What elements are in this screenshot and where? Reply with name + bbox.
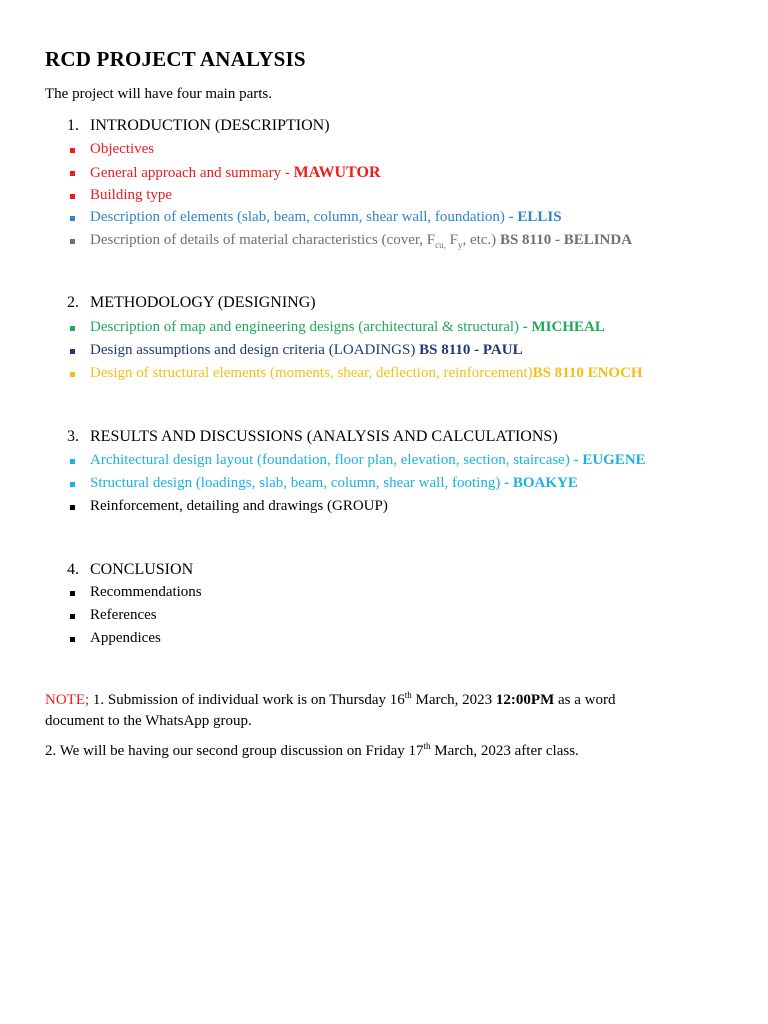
document-title: RCD PROJECT ANALYSIS: [45, 47, 306, 71]
bullet-square-icon: [70, 591, 75, 596]
section-1-heading: [67, 117, 330, 135]
bullet-square-icon: [70, 171, 75, 176]
note-text: 1. Submission of individual work is on Thursday 16: [89, 692, 405, 708]
section-title: RESULTS AND DISCUSSIONS (ANALYSIS AND CALCULATIONS): [90, 428, 558, 445]
list-item-text: , etc.): [462, 232, 500, 248]
intro-text: The project will have four main parts.: [45, 86, 273, 102]
note-line-1-continued: document to the WhatsApp group.: [45, 713, 252, 729]
bullet-square-icon: [70, 614, 75, 619]
list-item-text: Recommendations: [90, 584, 202, 600]
list-item-text: F: [445, 232, 458, 248]
section-title: CONCLUSION: [90, 561, 194, 578]
note-text: as a word: [554, 692, 616, 708]
section-number: 3.: [67, 428, 79, 445]
list-item-text: Description of details of material characteristics (cover, F: [90, 232, 436, 248]
list-item-text: References: [90, 607, 157, 623]
section-2-heading: [67, 294, 316, 312]
bullet-square-icon: [70, 372, 75, 377]
note-text: 2. We will be having our second group discussion on Friday 17: [45, 743, 424, 759]
list-item-text: Description of map and engineering designs (architectural & structural): [90, 319, 523, 335]
bullet-square-icon: [70, 326, 75, 331]
list-item-text: Objectives: [90, 141, 155, 157]
section-number: 4.: [67, 561, 79, 578]
assignee: - BOAKYE: [504, 475, 578, 491]
superscript: th: [404, 690, 412, 700]
bullet-square-icon: [70, 482, 75, 487]
list-item-text: Reinforcement, detailing and drawings (GROUP): [90, 498, 388, 514]
section-3-heading: [67, 428, 558, 446]
subscript: cu,: [435, 240, 446, 250]
list-item-text: Design of structural elements (moments, shear, deflection, reinforcement): [90, 365, 533, 381]
note-text: March, 2023 after class.: [430, 743, 579, 759]
note-line-1: [45, 692, 615, 709]
section-4-heading: [67, 561, 193, 579]
note-label: NOTE;: [45, 692, 90, 708]
section-number: 2.: [67, 294, 79, 311]
note-line-2: [45, 743, 579, 760]
list-item-text: Design assumptions and design criteria (LOADINGS): [90, 342, 420, 358]
subscript: y: [457, 240, 463, 250]
assignee: - ELLIS: [508, 209, 562, 225]
bullet-square-icon: [70, 637, 75, 642]
deadline-time: 12:00PM: [495, 692, 555, 708]
section-title: INTRODUCTION (DESCRIPTION): [90, 117, 330, 134]
list-item-text: Building type: [90, 187, 173, 203]
superscript: th: [423, 741, 431, 751]
list-item-text: General approach and summary -: [90, 165, 294, 181]
section-title: METHODOLOGY (DESIGNING): [90, 294, 316, 311]
assignee: MAWUTOR: [293, 164, 381, 181]
list-item-text: Structural design (loadings, slab, beam, column, shear wall, footing): [90, 475, 505, 491]
bullet-square-icon: [70, 216, 75, 221]
assignee: - EUGENE: [573, 452, 646, 468]
bullet-square-icon: [70, 194, 75, 199]
bullet-square-icon: [70, 239, 75, 244]
bullet-square-icon: [70, 505, 75, 510]
list-item-text: Description of elements (slab, beam, column, shear wall, foundation): [90, 209, 509, 225]
note-text: March, 2023: [411, 692, 496, 708]
bullet-square-icon: [70, 459, 75, 464]
assignee: BS 8110 ENOCH: [532, 365, 643, 381]
list-item-text: Appendices: [90, 630, 161, 646]
section-number: 1.: [67, 117, 79, 134]
bullet-square-icon: [70, 349, 75, 354]
assignee: BS 8110 - PAUL: [419, 342, 523, 358]
assignee: BS 8110 - BELINDA: [499, 232, 633, 248]
list-item-text: Architectural design layout (foundation, floor plan, elevation, section, staircase): [90, 452, 574, 468]
bullet-square-icon: [70, 148, 75, 153]
assignee: - MICHEAL: [522, 319, 605, 335]
